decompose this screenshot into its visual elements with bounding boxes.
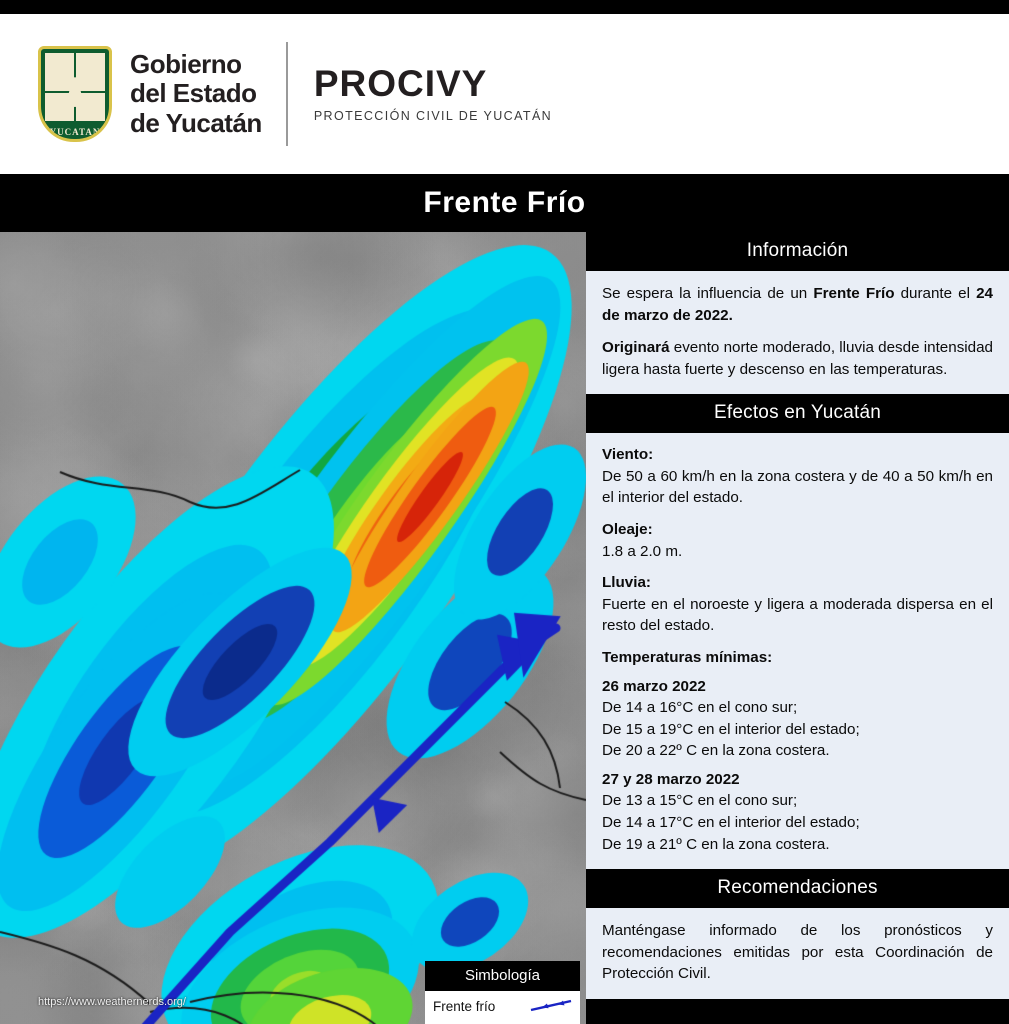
temperaturas-minimas-label: Temperaturas mínimas:: [602, 648, 773, 666]
gobierno-line-3: de Yucatán: [130, 107, 262, 138]
lluvia-label: Lluvia:: [602, 574, 651, 592]
oleaje-label: Oleaje:: [602, 521, 653, 539]
info-paragraph-2: [602, 337, 993, 380]
temp-date-1-line-2: De 15 a 19°C en el interior del estado;: [602, 720, 860, 738]
info-p1-bold-date: 24 de marzo de 2022.: [602, 285, 993, 324]
map-legend: [425, 961, 580, 1024]
lluvia-text: Fuerte en el noroeste y ligera a moderada dispersa en el resto del estado.: [602, 595, 993, 635]
temp-date-2-line-2: De 14 a 17°C en el interior del estado;: [602, 813, 860, 831]
viento-label: Viento:: [602, 446, 654, 464]
procivy-wordmark: [314, 65, 552, 123]
temp-date-1-line-1: De 14 a 16°C en el cono sur;: [602, 699, 798, 717]
header-inner: [38, 42, 552, 146]
legend-header: Simbología: [425, 961, 580, 991]
header: [0, 14, 1009, 174]
temp-date-2-line-3: De 19 a 21º C en la zona costera.: [602, 835, 830, 853]
oleaje-text: 1.8 a 2.0 m.: [602, 542, 683, 560]
weather-map-canvas: [0, 232, 586, 1024]
map-source-url: https://www.weathernerds.org/: [38, 996, 186, 1008]
info-panel: [586, 232, 1009, 1024]
gobierno-line-2: del Estado: [130, 78, 257, 109]
section-header-efectos: Efectos en Yucatán: [586, 394, 1009, 433]
gobierno-line-1: Gobierno: [130, 49, 242, 80]
recommendations-text: Manténgase informado de los pronósticos y recomendaciones emitidas por esta Coordinación de Protección Civil.: [602, 922, 993, 983]
section-body-informacion: [586, 271, 1009, 394]
info-p2-text: evento norte moderado, lluvia desde intensidad ligera hasta fuerte y descenso en las temperaturas.: [602, 339, 993, 378]
cold-front-symbol-icon: [530, 998, 572, 1014]
procivy-subtitle: PROTECCIÓN CIVIL DE YUCATÁN: [313, 109, 553, 123]
section-header-recomendaciones: Recomendaciones: [586, 869, 1009, 908]
viento-text: De 50 a 60 km/h en la zona costera y de 40 a 50 km/h en el interior del estado.: [602, 467, 993, 507]
info-p2-bold: Originará: [602, 339, 670, 357]
page-title: Frente Frío: [423, 186, 586, 219]
info-p1-c: durante el: [894, 285, 977, 302]
gobierno-wordmark: [130, 50, 262, 137]
yucatan-coat-of-arms-icon: [38, 46, 112, 142]
section-body-efectos: [586, 433, 1009, 869]
info-paragraph-1: [602, 283, 993, 326]
page-title-bar: [0, 174, 1009, 232]
temp-date-2: 27 y 28 marzo 2022: [602, 770, 740, 788]
panel-filler: [586, 999, 1009, 1024]
section-body-recomendaciones: [586, 908, 1009, 999]
section-header-informacion: Información: [586, 232, 1009, 271]
temp-date-2-line-1: De 13 a 15°C en el cono sur;: [602, 792, 798, 810]
info-p1-a: Se espera la influencia de un: [602, 285, 814, 302]
procivy-title: PROCIVY: [313, 63, 488, 104]
legend-item-label: Frente frío: [433, 998, 496, 1014]
deer-icon: [64, 75, 86, 109]
shield-banner-text: YUCATAN: [49, 127, 101, 137]
weather-map: [0, 232, 586, 1024]
temp-date-1-line-3: De 20 a 22º C en la zona costera.: [602, 742, 830, 760]
header-divider: [286, 42, 288, 146]
legend-body: [425, 991, 580, 1024]
info-p1-bold-front: Frente Frío: [813, 285, 895, 302]
temp-date-1: 26 marzo 2022: [602, 677, 706, 695]
